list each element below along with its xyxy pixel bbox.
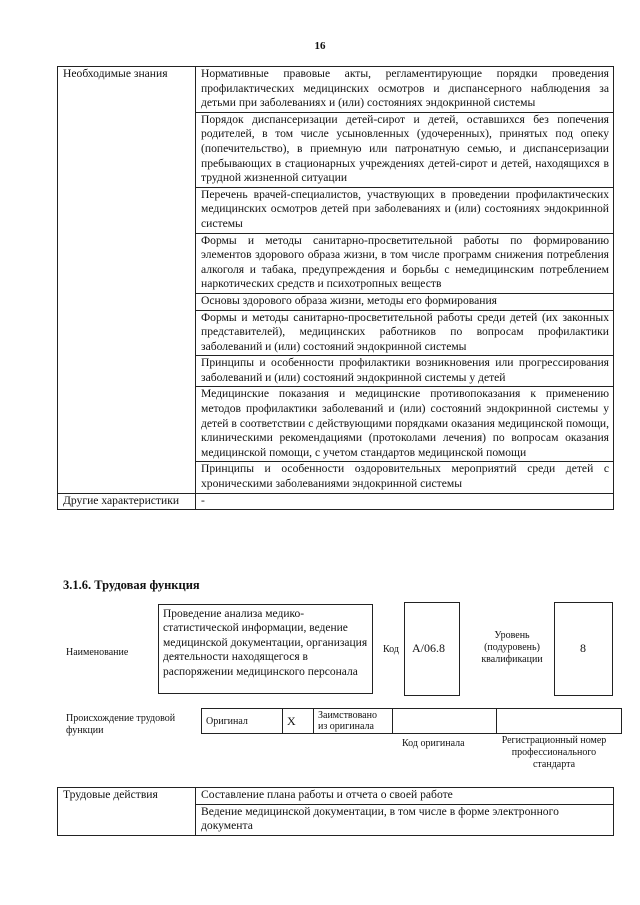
knowledge-item: Формы и методы санитарно-просветительной работы среди детей (их законных представителей), медицинских работников по вопросам профилактики заболеваний и (или) состояний эндокринной системы [196, 310, 614, 356]
knowledge-item: Формы и методы санитарно-просветительной работы по формированию элементов здорового образа жизни, в том числе программ снижения потребления алкоголя и табака, предупреждения и борьбы с немедицинским потреблением наркотических средств и психотропных веществ [196, 233, 614, 293]
reg-number-cell [497, 709, 622, 734]
knowledge-item: Принципы и особенности оздоровительных мероприятий среди детей с хроническими заболеваниями эндокринной системы [196, 462, 614, 493]
origin-table [201, 708, 622, 734]
other-characteristics-value: - [196, 493, 614, 510]
original-mark: Х [283, 709, 314, 734]
level-label: Уровень (подуровень) квалификации [481, 630, 543, 665]
reg-number-label: Регистрационный номер профессионального стандарта [501, 735, 607, 770]
page-number: 16 [314, 40, 326, 52]
section-title: 3.1.6. Трудовая функция [63, 578, 200, 592]
knowledge-item: Перечень врачей-специалистов, участвующих в проведении профилактических медицинских осмотров детей при заболеваниях и (или) состояниях эндокринной системы [196, 187, 614, 233]
knowledge-label: Необходимые знания [58, 67, 196, 494]
knowledge-item: Основы здорового образа жизни, методы его формирования [196, 293, 614, 310]
other-characteristics-label: Другие характеристики [58, 493, 196, 510]
level-value: 8 [580, 641, 586, 655]
function-name-box: Проведение анализа медико-статистической информации, ведение медицинской документации, организация деятельности находящегося в распоряжении медицинского персонала [158, 604, 373, 694]
original-code-cell [393, 709, 497, 734]
knowledge-table [57, 66, 614, 510]
action-item: Ведение медицинской документации, в том числе в форме электронного документа [196, 804, 614, 835]
knowledge-item: Порядок диспансеризации детей-сирот и детей, оставшихся без попечения родителей, в том числе усыновленных (удочеренных), принятых под опеку (попечительство), в приемную или патронатную семью, и диспансеризации пребывающих в стационарных учреждениях детей-сирот и детей, находящихся в трудной жизненной ситуации [196, 112, 614, 187]
knowledge-item: Медицинские показания и медицинские противопоказания к применению методов профилактики заболеваний и (или) состояний эндокринной системы у детей в соответствии с действующими порядками оказания медицинской помощи, клиническими рекомендациями (протоколами лечения) по вопросам оказания медицинской помощи, с учетом стандартов медицинской помощи [196, 387, 614, 462]
original-code-label: Код оригинала [402, 738, 465, 749]
knowledge-item: Нормативные правовые акты, регламентирующие порядки проведения профилактических медицинских осмотров и диспансерного наблюдения за детьми при заболеваниях и (или) состояниях эндокринной системы [196, 67, 614, 113]
actions-table [57, 787, 614, 836]
name-label: Наименование [66, 647, 129, 658]
origin-label: Происхождение трудовой функции [66, 713, 176, 736]
knowledge-item: Принципы и особенности профилактики возникновения или прогрессирования заболеваний и (или) состояний эндокринной системы у детей [196, 356, 614, 387]
code-label: Код [383, 644, 399, 655]
actions-label: Трудовые действия [58, 788, 196, 836]
action-item: Составление плана работы и отчета о своей работе [196, 788, 614, 805]
code-value: А/06.8 [412, 641, 445, 655]
original-label: Оригинал [202, 709, 283, 734]
borrowed-label: Заимствовано из оригинала [314, 709, 393, 734]
